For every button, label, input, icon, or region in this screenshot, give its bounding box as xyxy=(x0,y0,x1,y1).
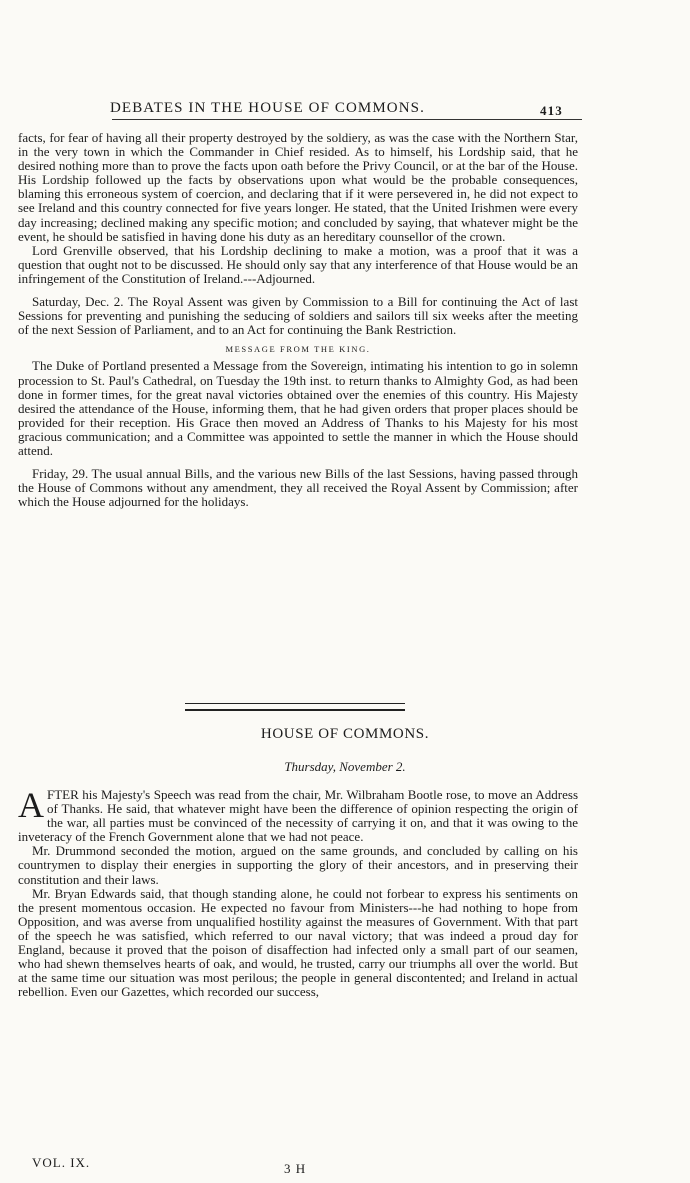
volume-label: VOL. IX. xyxy=(32,1155,91,1170)
house-of-commons-heading: HOUSE OF COMMONS. xyxy=(260,726,430,742)
commons-paragraph-1-text: FTER his Majesty's Speech was read from the chair, Mr. Wilbraham Bootle rose, to move an Address of Thanks. He said, that whatever might have been the difference of opinion respecting the origin of the war, all parties must be convinced of the necessity of carrying it on, and that it was owing to the inveteracy of the French Government alone that we had not peace. xyxy=(18,787,578,845)
message-heading: MESSAGE FROM THE KING. xyxy=(225,344,371,355)
lords-paragraph-1: facts, for fear of having all their property destroyed by the soldiery, as was the case with the Northern Star, in the very town in which the Commander in Chief resided. As to himself, his Lordship said, that he desired nothing more than to prove the facts upon oath before the Privy Council, or at the bar of the House. His Lordship followed up the facts by observations upon what would be the probable consequences, blaming this erroneous system of coercion, and declaring that if it were persevered in, he did not expect to see Ireland and this country connected for five years longer. He stated, that the United Irishmen were every day increasing; declined making any specific motion; and concluded by saying, that whatever might be the event, he should be satisfied in having done his duty as an hereditary counsellor of the crown. xyxy=(18,130,578,244)
lords-debate-section xyxy=(18,131,578,509)
lords-paragraph-3: Saturday, Dec. 2. The Royal Assent was given by Commission to a Bill for continuing the Act of last Sessions for preventing and punishing the seducing of soldiers and sailors till six weeks after the meeting of the next Session of Parliament, and to an Act for continuing the Bank Restriction. xyxy=(18,294,578,338)
signature-mark: 3 H xyxy=(284,1161,307,1176)
commons-paragraph-1 xyxy=(18,785,578,845)
lords-paragraph-5: Friday, 29. The usual annual Bills, and the various new Bills of the last Sessions, having passed through the House of Commons without any amendment, they all received the Royal Assent by Commission; after which the House adjourned for the holidays. xyxy=(18,466,578,510)
section-divider xyxy=(185,703,405,711)
commons-debate-section xyxy=(18,785,578,1000)
page-number: 413 xyxy=(540,103,563,118)
running-title: DEBATES IN THE HOUSE OF COMMONS. xyxy=(110,100,425,116)
header-rule xyxy=(112,119,582,120)
sitting-date: Thursday, November 2. xyxy=(284,759,406,774)
commons-paragraph-2: Mr. Drummond seconded the motion, argued on the same grounds, and concluded by calling on his countrymen to display their energies in supporting the glory of their ancestors, and in preserving their constitution and their laws. xyxy=(18,843,578,887)
lords-paragraph-2: Lord Grenville observed, that his Lordship declining to make a motion, was a proof that it was a question that ought not to be discussed. He should only say that any interference of that House would be an infringement of the Constitution of Ireland.---Adjourned. xyxy=(18,242,578,286)
lords-paragraph-4: The Duke of Portland presented a Message from the Sovereign, intimating his intention to go in solemn procession to St. Paul's Cathedral, on Tuesday the 19th inst. to return thanks to Almighty God, as had been done in former times, for the great naval victories obtained over the enemies of this country. His Majesty desired the attendance of the House, informing them, that he had given orders that proper places should be provided for their reception. His Grace then moved an Address of Thanks to his Majesty for his most gracious communication; and a Committee was appointed to settle the manner in which the House should attend. xyxy=(18,358,578,458)
commons-paragraph-3: Mr. Bryan Edwards said, that though standing alone, he could not forbear to express his sentiments on the present momentous occasion. He expected no favour from Ministers---he had nothing to hope from Opposition, and was averse from unqualified hostility against the measures of Government. With that part of the speech he was satisfied, which referred to our naval victory; that was indeed a proud day for England, because it proved that the poison of disaffection had infected only a small part of our seamen, who had shewn themselves hearts of oak, and would, he trusted, carry our triumphs all over the world. But at the same time our situation was most perilous; the people in general discontented; and Ireland in actual rebellion. Even our Gazettes, which recorded our success, xyxy=(18,885,578,1000)
drop-cap: A xyxy=(18,785,44,825)
